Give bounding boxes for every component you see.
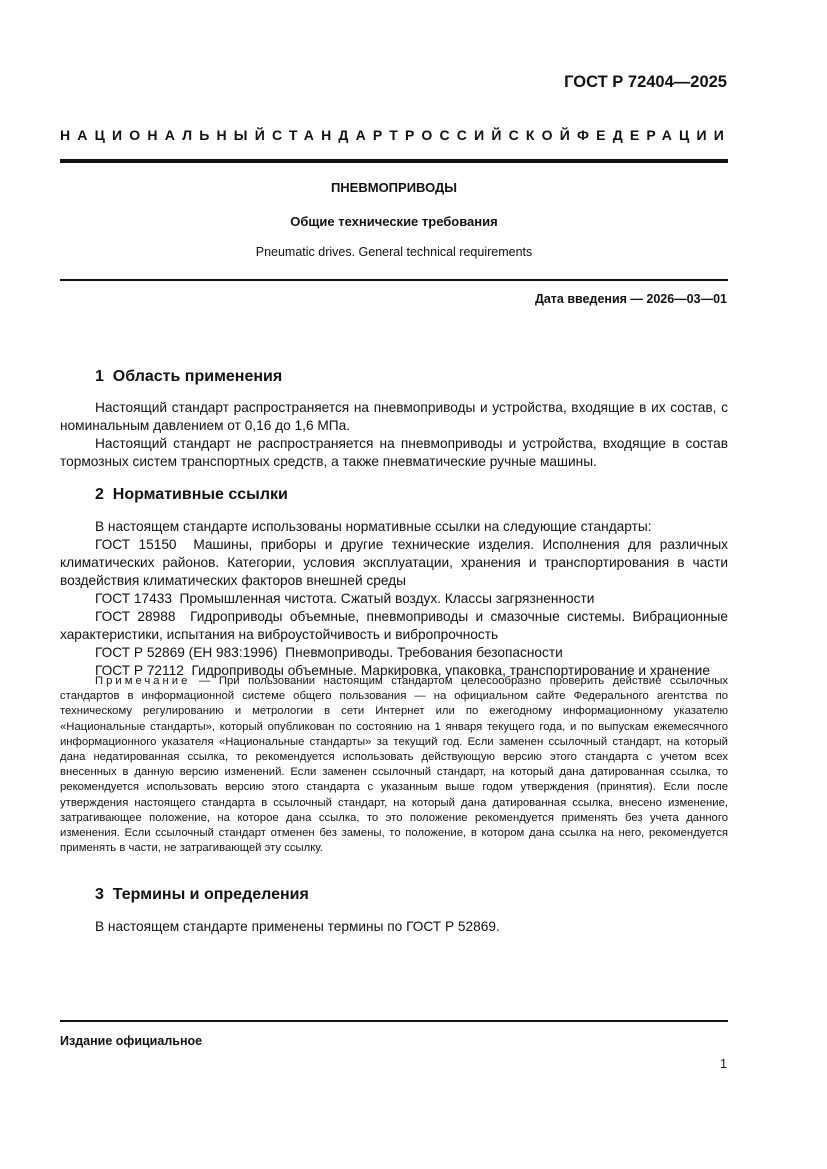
document-number: ГОСТ Р 72404—2025 (564, 73, 727, 91)
note-text: — При пользовании настоящим стандартом целесообразно проверить действие ссылочных стандартов в информационной системе общего пользования — на официальном сайте Федерального агентства по техническому регулированию и метрологии в сети Интернет или по ежегодному информационному указателю «Национальные стандарты», который опубликован по состоянию на 1 января текущего года, и по выпускам ежемесячного информационного указателя «Национальные стандарты» за текущий год. Если заменен ссылочный стандарт, на который дана недатированная ссылка, то рекомендуется использовать действующую версию этого стандарта с учетом всех внесенных в данную версию изменений. Если заменен ссылочный стандарт, на который дана датированная ссылка, то рекомендуется использовать версию этого стандарта с указанным выше годом утверждения (принятия). Если после утверждения настоящего стандарта в ссылочный стандарт, на который дана датированная ссылка, внесено изменение, затрагивающее положение, на которое дана ссылка, то это положение рекомендуется применять без учета данного изменения. Если ссылочный стандарт отменен без замены, то положение, в котором дана ссылка на него, рекомендуется применять в части, не затрагивающей эту ссылку. (60, 675, 728, 855)
banner-word-3: РОССИЙСКОЙ (405, 127, 578, 143)
note-label: Примечание (95, 675, 191, 687)
reference-item: ГОСТ 28988 Гидроприводы объемные, пневмоприводы и смазочные системы. Вибрационные характеристики, испытания на виброустойчивость и вибропрочность (60, 609, 732, 642)
reference-item: ГОСТ Р 52869 (ЕН 983:1996) Пневмоприводы. Требования безопасности (95, 645, 563, 660)
section-1-body (60, 399, 728, 471)
section-1-heading: 1 Область применения (95, 368, 283, 385)
footer-rule (60, 1020, 728, 1022)
paragraph: Настоящий стандарт не распространяется на пневмоприводы и устройства, входящие в состав тормозных систем транспортных средств, а также пневматические ручные машины. (60, 436, 728, 469)
title-rule (60, 279, 728, 281)
national-standard-banner (60, 127, 731, 143)
reference-item: ГОСТ Р 72112 Гидроприводы объемные. Маркировка, упаковка, транспортирование и хранение (95, 663, 710, 678)
banner-word-2: СТАНДАРТ (271, 127, 406, 143)
standard-title-english: Pneumatic drives. General technical requirements (255, 245, 533, 259)
standard-subtitle: Общие технические требования (290, 214, 498, 229)
note-block (60, 674, 728, 856)
reference-item: ГОСТ 17433 Промышленная чистота. Сжатый воздух. Классы загрязненности (95, 591, 595, 606)
paragraph: В настоящем стандарте использованы нормативные ссылки на следующие стандарты: (95, 519, 652, 534)
introduction-date: Дата введения — 2026—03—01 (534, 292, 727, 306)
edition-label: Издание официальное (60, 1034, 203, 1048)
reference-item: ГОСТ 15150 Машины, приборы и другие технические изделия. Исполнения для различных климатических районов. Категории, условия эксплуатации, хранения и транспортирования в части воздействия климатических факторов внешней среды (60, 537, 732, 588)
section-2-body (60, 518, 732, 680)
section-2-heading: 2 Нормативные ссылки (95, 486, 288, 503)
paragraph: Настоящий стандарт распространяется на пневмоприводы и устройства, входящие в их состав, с номинальным давлением от 0,16 до 1,6 МПа. (60, 400, 728, 433)
note-paragraph (60, 674, 728, 856)
header-rule (60, 159, 728, 163)
page-number: 1 (720, 1057, 727, 1071)
section-3-heading: 3 Термины и определения (95, 886, 309, 903)
banner-word-4: ФЕДЕРАЦИИ (577, 127, 731, 143)
banner-word-1: НАЦИОНАЛЬНЫЙ (60, 127, 272, 143)
standard-title: ПНЕВМОПРИВОДЫ (330, 180, 458, 195)
section-3-body (60, 918, 728, 936)
paragraph: В настоящем стандарте применены термины по ГОСТ Р 52869. (95, 919, 500, 934)
